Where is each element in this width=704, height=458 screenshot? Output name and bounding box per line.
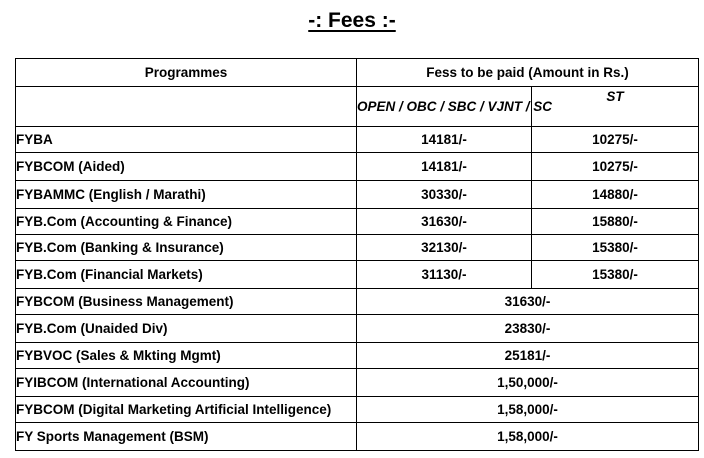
table-row xyxy=(16,235,699,261)
combined-fee: 1,58,000/- xyxy=(357,397,699,423)
open-fee: 14181/- xyxy=(357,153,532,181)
open-fee: 14181/- xyxy=(357,127,532,153)
combined-fee: 25181/- xyxy=(357,343,699,369)
table-row xyxy=(16,423,699,451)
programmes-subheader-empty xyxy=(16,87,357,127)
fees-table xyxy=(15,58,699,451)
fees-header: Fess to be paid (Amount in Rs.) xyxy=(357,59,699,87)
table-row xyxy=(16,289,699,315)
programme-name: FYBCOM (Aided) xyxy=(16,153,357,181)
programme-name: FYBA xyxy=(16,127,357,153)
programme-name: FYBCOM (Business Management) xyxy=(16,289,357,315)
programme-name: FYB.Com (Accounting & Finance) xyxy=(16,209,357,235)
open-fee: 31630/- xyxy=(357,209,532,235)
st-fee: 15880/- xyxy=(532,209,699,235)
combined-fee: 23830/- xyxy=(357,315,699,343)
st-fee: 10275/- xyxy=(532,127,699,153)
st-fee: 10275/- xyxy=(532,153,699,181)
open-category-header: OPEN / OBC / SBC / VJNT / SC xyxy=(357,87,532,127)
table-row xyxy=(16,343,699,369)
combined-fee: 31630/- xyxy=(357,289,699,315)
combined-fee: 1,58,000/- xyxy=(357,423,699,451)
st-fee: 15380/- xyxy=(532,261,699,289)
table-row xyxy=(16,315,699,343)
programmes-header: Programmes xyxy=(16,59,357,87)
programme-name: FY Sports Management (BSM) xyxy=(16,423,357,451)
programme-name: FYB.Com (Unaided Div) xyxy=(16,315,357,343)
open-fee: 31130/- xyxy=(357,261,532,289)
table-row xyxy=(16,261,699,289)
programme-name: FYBCOM (Digital Marketing Artificial Intelligence) xyxy=(16,397,357,423)
table-subheader-row xyxy=(16,87,699,127)
table-row xyxy=(16,209,699,235)
open-fee: 32130/- xyxy=(357,235,532,261)
programme-name: FYB.Com (Financial Markets) xyxy=(16,261,357,289)
combined-fee: 1,50,000/- xyxy=(357,369,699,397)
table-row xyxy=(16,181,699,209)
st-fee: 14880/- xyxy=(532,181,699,209)
programme-name: FYB.Com (Banking & Insurance) xyxy=(16,235,357,261)
table-row xyxy=(16,153,699,181)
table-row xyxy=(16,397,699,423)
table-row xyxy=(16,369,699,397)
table-row xyxy=(16,127,699,153)
page-title: -: Fees :- xyxy=(308,9,396,32)
programme-name: FYBAMMC (English / Marathi) xyxy=(16,181,357,209)
open-fee: 30330/- xyxy=(357,181,532,209)
st-category-header: ST xyxy=(532,87,699,127)
st-fee: 15380/- xyxy=(532,235,699,261)
programme-name: FYIBCOM (International Accounting) xyxy=(16,369,357,397)
programme-name: FYBVOC (Sales & Mkting Mgmt) xyxy=(16,343,357,369)
table-header-row xyxy=(16,59,699,87)
